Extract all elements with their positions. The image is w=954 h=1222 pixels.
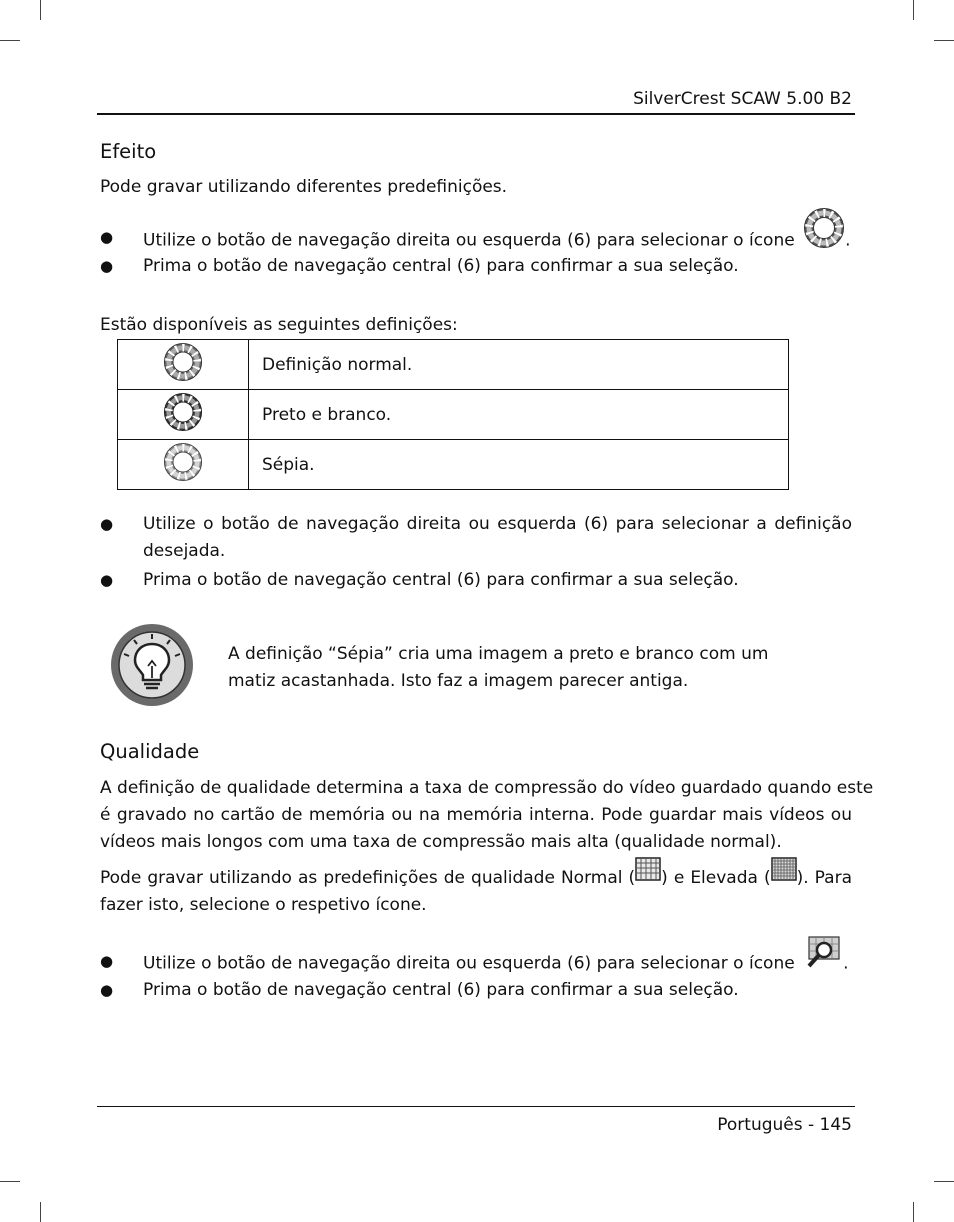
- header-rule: [97, 113, 855, 115]
- crop-mark: [934, 40, 954, 41]
- paragraph-text: ) e Elevada (: [661, 868, 771, 888]
- effect-bw-icon: [163, 392, 203, 437]
- paragraph-line: vídeos mais longos com uma taxa de compressão mais alta (qualidade normal).: [100, 832, 782, 852]
- list-item-text: Prima o botão de navegação central (6) para confirmar a sua seleção.: [143, 256, 739, 276]
- table-cell-icon: [118, 390, 249, 440]
- settings-table: [117, 339, 789, 490]
- list-item-text: Utilize o botão de navegação direita ou esquerda (6) para selecionar o ícone: [143, 953, 795, 974]
- list-item: [100, 977, 852, 1004]
- quality-menu-icon: [803, 934, 843, 979]
- paragraph-line: A definição de qualidade determina a taxa de compressão do vídeo guardado quando este: [100, 778, 874, 798]
- quality-presets-paragraph: [100, 864, 852, 919]
- crop-mark: [0, 40, 20, 41]
- paragraph-line: fazer isto, selecione o respetivo ícone.: [100, 895, 427, 915]
- footer-rule: [97, 1106, 855, 1107]
- crop-mark: [0, 1181, 20, 1182]
- paragraph-text: Pode gravar utilizando as predefinições de qualidade Normal (: [100, 868, 636, 888]
- list-item-text: Utilize o botão de navegação direita ou esquerda (6) para selecionar o ícone: [143, 230, 795, 251]
- crop-mark: [913, 0, 914, 20]
- list-item: [100, 253, 852, 280]
- list-item-text: Utilize o botão de navegação direita ou esquerda (6) para selecionar a definição: [143, 514, 852, 534]
- bullet: ●: [100, 257, 114, 275]
- page-number: Português - 145: [717, 1115, 852, 1135]
- section-heading-quality: Qualidade: [100, 740, 200, 763]
- crop-mark: [934, 1181, 954, 1182]
- list-item-suffix: .: [845, 230, 851, 251]
- list-item: [100, 224, 852, 251]
- list-item-text-cont: desejada.: [143, 541, 226, 561]
- table-intro: Estão disponíveis as seguintes definições:: [100, 315, 458, 335]
- section-heading-effect: Efeito: [100, 140, 157, 163]
- effect-sepia-icon: [163, 442, 203, 487]
- note-text: A definição “Sépia” cria uma imagem a preto e branco com um: [228, 644, 769, 664]
- bullet: ●: [100, 228, 114, 246]
- list-item-text: Prima o botão de navegação central (6) para confirmar a sua seleção.: [143, 570, 739, 590]
- bullet: ●: [100, 571, 114, 589]
- table-row: [118, 390, 789, 440]
- table-row: [118, 440, 789, 490]
- list-item-text: Prima o botão de navegação central (6) para confirmar a sua seleção.: [143, 980, 739, 1000]
- crop-mark: [913, 1202, 914, 1222]
- list-item: [100, 948, 852, 975]
- bullet: ●: [100, 515, 114, 533]
- bullet: ●: [100, 981, 114, 999]
- effect-menu-icon: [803, 208, 845, 257]
- crop-mark: [40, 1202, 41, 1222]
- header-title: SilverCrest SCAW 5.00 B2: [633, 89, 852, 109]
- bullet: ●: [100, 952, 114, 970]
- paragraph-line: é gravado no cartão de memória ou na memória interna. Pode guardar mais vídeos ou: [100, 805, 852, 825]
- quality-paragraph: [100, 775, 874, 856]
- lightbulb-icon: [109, 622, 195, 712]
- quality-normal-icon: [635, 857, 661, 890]
- table-cell-icon: [118, 440, 249, 490]
- effect-color-icon: [163, 342, 203, 387]
- quality-high-icon: [771, 857, 797, 890]
- note-text: matiz acastanhada. Isto faz a imagem parecer antiga.: [228, 671, 689, 691]
- table-row: [118, 340, 789, 390]
- paragraph-text: ). Para: [796, 868, 852, 888]
- table-cell-label: Definição normal.: [249, 340, 789, 390]
- list-item: [100, 511, 852, 565]
- table-cell-label: Sépia.: [249, 440, 789, 490]
- table-cell-label: Preto e branco.: [249, 390, 789, 440]
- table-cell-icon: [118, 340, 249, 390]
- list-item: [100, 567, 852, 594]
- list-item-suffix: .: [843, 953, 849, 974]
- effect-intro: Pode gravar utilizando diferentes predefinições.: [100, 177, 508, 197]
- crop-mark: [40, 0, 41, 20]
